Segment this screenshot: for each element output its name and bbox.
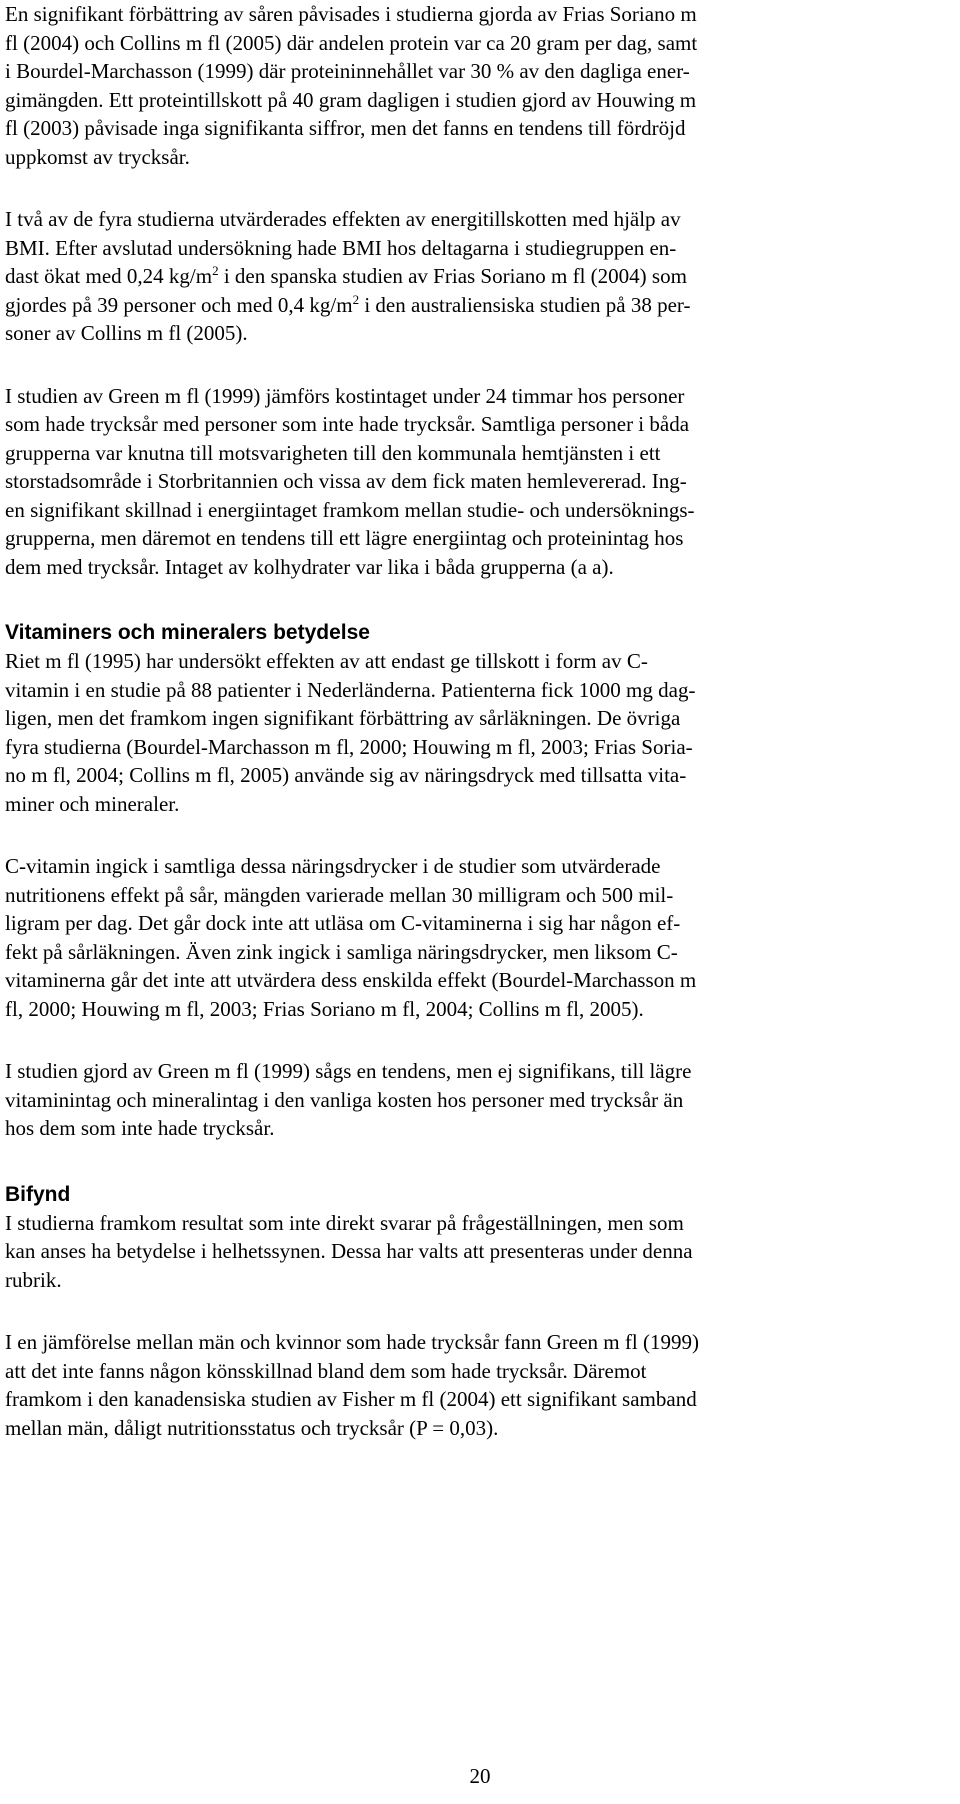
text-line: I studien av Green m fl (1999) jämförs kostintaget under 24 timmar hos personer bbox=[5, 383, 685, 408]
text-line: gimängden. Ett proteintillskott på 40 gram dagligen i studien gjord av Houwing m bbox=[5, 87, 697, 112]
text-segment: gjordes på 39 personer och med 0,4 kg/m bbox=[5, 292, 353, 317]
text-line: vitamin i en studie på 88 patienter i Nederländerna. Patienterna fick 1000 mg dag- bbox=[5, 677, 696, 702]
text-segment: dast ökat med 0,24 kg/m bbox=[5, 264, 213, 288]
text-line: En signifikant förbättring av såren påvisades i studierna gjorda av Frias Soriano m bbox=[5, 2, 697, 26]
section-heading-vitamins: Vitaminers och mineralers betydelse bbox=[5, 621, 370, 644]
text-line bbox=[5, 262, 945, 291]
text-line: fyra studierna (Bourdel-Marchasson m fl, 2000; Houwing m fl, 2003; Frias Soria- bbox=[5, 734, 693, 759]
text-line: I en jämförelse mellan män och kvinnor som hade trycksår fann Green m fl (1999) bbox=[5, 1330, 699, 1354]
paragraph-bifynd-intro bbox=[5, 1209, 945, 1295]
text-line: storstadsområde i Storbritannien och vissa av dem fick maten hemlevererad. Ing- bbox=[5, 469, 687, 493]
text-line: fl, 2000; Houwing m fl, 2003; Frias Soriano m fl, 2004; Collins m fl, 2005). bbox=[5, 996, 644, 1021]
text-line: grupperna, men däremot en tendens till ett lägre energiintag och proteinintag hos bbox=[5, 526, 684, 550]
text-line: hos dem som inte hade trycksår. bbox=[5, 1116, 275, 1140]
text-line: I studierna framkom resultat som inte direkt svarar på frågeställningen, men som bbox=[5, 1210, 684, 1235]
paragraph-nutrition-drinks bbox=[5, 852, 945, 1023]
text-line: C-vitamin ingick i samtliga dessa näringsdrycker i de studier som utvärderade bbox=[5, 854, 661, 878]
paragraph-green-study bbox=[5, 382, 945, 582]
text-line: vitaminerna går det inte att utvärdera dess enskilda effekt (Bourdel-Marchasson m bbox=[5, 968, 697, 992]
text-line: att det inte fanns någon könsskillnad bland dem som hade trycksår. Däremot bbox=[5, 1358, 647, 1383]
paragraph-bmi bbox=[5, 205, 945, 348]
text-line: miner och mineraler. bbox=[5, 791, 180, 816]
text-line: I studien gjord av Green m fl (1999) sågs en tendens, men ej signifikans, till lägre bbox=[5, 1059, 692, 1083]
text-line: fl (2003) påvisade inga signifikanta siffror, men det fanns en tendens till fördröjd bbox=[5, 116, 686, 140]
document-page bbox=[5, 0, 945, 1442]
paragraph-gender-comparison bbox=[5, 1328, 945, 1442]
paragraph-vitamin-c bbox=[5, 647, 945, 818]
text-line: i Bourdel-Marchasson (1999) där proteininnehållet var 30 % av den dagliga ener- bbox=[5, 59, 690, 83]
text-line: rubrik. bbox=[5, 1267, 62, 1292]
text-line: soner av Collins m fl (2005). bbox=[5, 321, 248, 345]
text-line: no m fl, 2004; Collins m fl, 2005) använde sig av näringsdryck med tillsatta vita- bbox=[5, 763, 687, 787]
text-line: vitaminintag och mineralintag i den vanliga kosten hos personer med trycksår än bbox=[5, 1087, 684, 1112]
page-number: 20 bbox=[469, 1764, 491, 1788]
text-segment: i den spanska studien av Frias Soriano m fl (2004) som bbox=[218, 264, 687, 288]
text-line: grupperna var knutna till motsvarigheten till den kommunala hemtjänsten i ett bbox=[5, 440, 661, 465]
text-line: uppkomst av trycksår. bbox=[5, 144, 190, 169]
text-line bbox=[5, 291, 945, 320]
text-line: BMI. Efter avslutad undersökning hade BMI hos deltagarna i studiegruppen en- bbox=[5, 235, 677, 260]
text-line: en signifikant skillnad i energiintaget framkom mellan studie- och undersöknings- bbox=[5, 497, 695, 522]
text-line: dem med trycksår. Intaget av kolhydrater var lika i båda grupperna (a a). bbox=[5, 554, 614, 579]
text-line: I två av de fyra studierna utvärderades effekten av energitillskotten med hjälp av bbox=[5, 207, 681, 231]
paragraph-green-vitamins bbox=[5, 1057, 945, 1143]
text-line: nutritionens effekt på sår, mängden varierade mellan 30 milligram och 500 mil- bbox=[5, 882, 674, 907]
text-line: kan anses ha betydelse i helhetssynen. Dessa har valts att presenteras under denna bbox=[5, 1239, 693, 1263]
section-heading-bifynd: Bifynd bbox=[5, 1182, 71, 1206]
text-line: som hade trycksår med personer som inte hade trycksår. Samtliga personer i båda bbox=[5, 412, 690, 436]
paragraph-protein-results bbox=[5, 0, 945, 171]
text-line: framkom i den kanadensiska studien av Fisher m fl (2004) ett signifikant samband bbox=[5, 1387, 697, 1411]
text-line: fekt på sårläkningen. Även zink ingick i samliga näringsdrycker, men liksom C- bbox=[5, 939, 678, 964]
text-line: ligen, men det framkom ingen signifikant förbättring av sårläkningen. De övriga bbox=[5, 706, 681, 730]
superscript: 2 bbox=[212, 263, 219, 278]
text-line: fl (2004) och Collins m fl (2005) där andelen protein var ca 20 gram per dag, samt bbox=[5, 30, 698, 55]
text-segment: i den australiensiska studien på 38 per- bbox=[359, 292, 691, 317]
text-line: ligram per dag. Det går dock inte att utläsa om C-vitaminerna i sig har någon ef- bbox=[5, 911, 681, 935]
text-line: Riet m fl (1995) har undersökt effekten av att endast ge tillskott i form av C- bbox=[5, 649, 648, 673]
superscript: 2 bbox=[352, 291, 360, 307]
text-line: mellan män, dåligt nutritionsstatus och trycksår (P = 0,03). bbox=[5, 1415, 499, 1440]
